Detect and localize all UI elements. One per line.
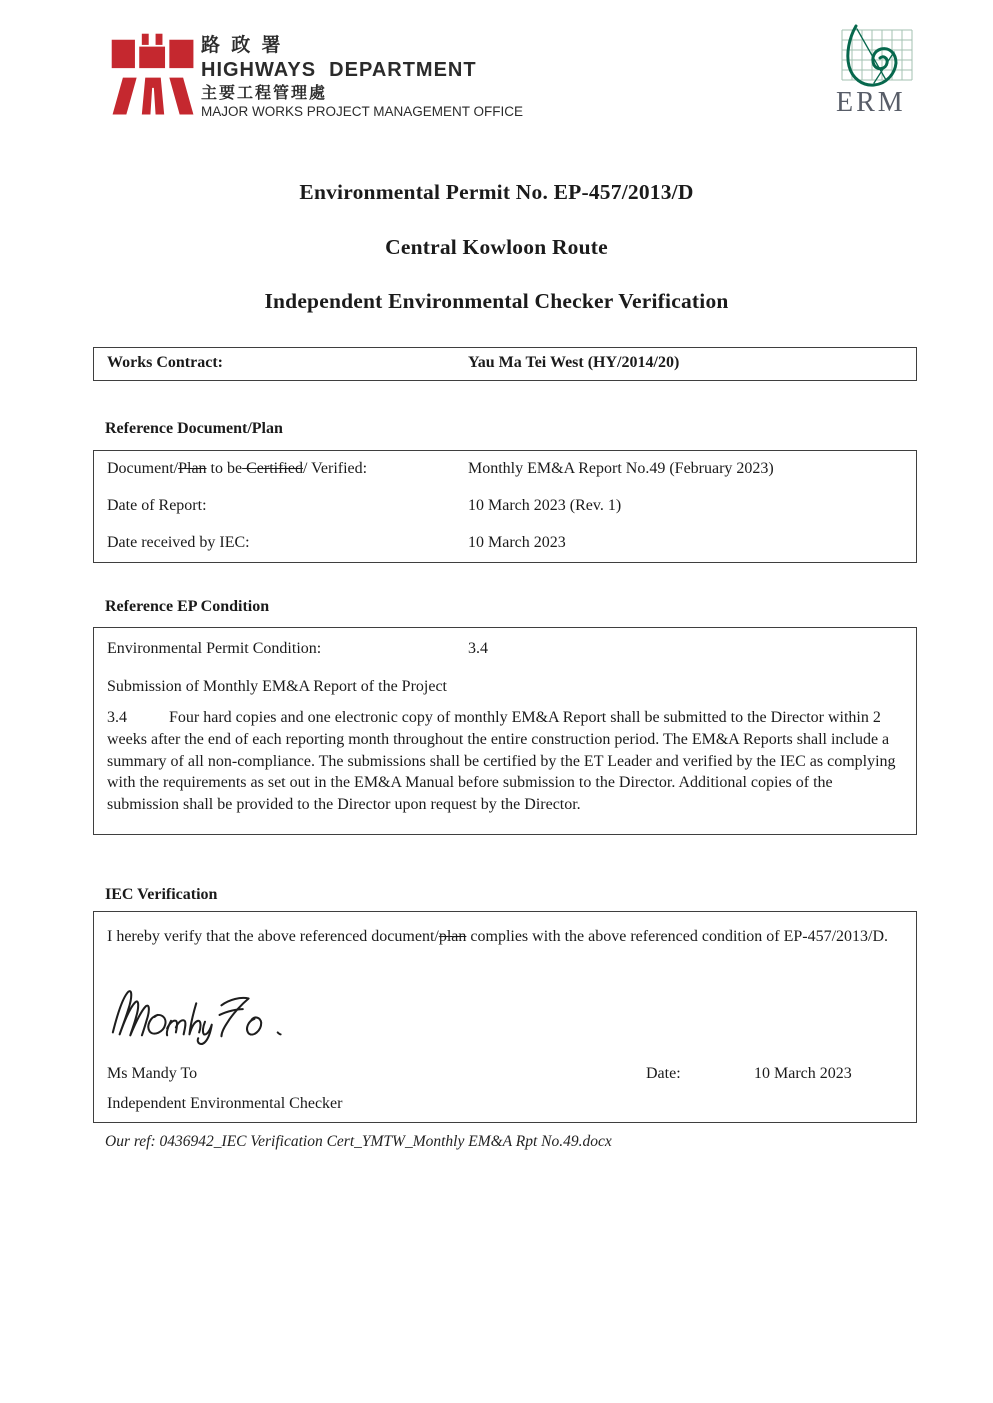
signatory-title: Independent Environmental Checker xyxy=(107,1095,343,1112)
statement-suffix: complies with the above referenced condition of EP-457/2013/D. xyxy=(466,928,889,945)
ep-condition-label: Environmental Permit Condition: xyxy=(107,640,322,657)
department-name-chinese: 路 政 署 xyxy=(201,35,284,56)
statement-struck-plan: plan xyxy=(438,928,467,945)
signature-image xyxy=(106,982,302,1046)
signature-date-value: 10 March 2023 xyxy=(754,1065,852,1082)
works-contract-box xyxy=(93,347,917,381)
reference-document-heading: Reference Document/Plan xyxy=(105,420,283,437)
doc-label-struck-certified: Certified xyxy=(242,460,303,477)
iec-verification-statement xyxy=(107,926,899,948)
title-document-type: Independent Environmental Checker Verification xyxy=(264,289,729,313)
doc-label-mid: to be xyxy=(206,460,243,477)
ep-condition-value: 3.4 xyxy=(468,640,488,657)
title-project-name: Central Kowloon Route xyxy=(385,235,608,259)
doc-label-prefix: Document/ xyxy=(107,460,179,477)
doc-label-suffix: / Verified: xyxy=(302,460,368,477)
ep-clause-text: Four hard copies and one electronic copy of monthly EM&A Report shall be submitted to the Director within 2 weeks after the end of each reporting month throughout the entire construction period. The EM&A Reports shall include a summary of all non-compliance. The submissions shall be certified by the ET Leader and verified by the IEC as complying with the requirements as set out in the EM&A Manual before submission to the Director. Additional copies of the submission shall be provided to the Director upon request by the Director. xyxy=(107,709,896,814)
date-received-value: 10 March 2023 xyxy=(468,534,566,551)
date-of-report-label: Date of Report: xyxy=(107,497,207,514)
iec-verification-heading: IEC Verification xyxy=(105,886,218,903)
document-to-be-verified-label xyxy=(107,460,367,478)
department-name-english: HIGHWAYS DEPARTMENT xyxy=(201,59,477,81)
iec-verification-box xyxy=(93,911,917,1123)
document-to-be-verified-value: Monthly EM&A Report No.49 (February 2023) xyxy=(468,460,774,477)
erm-logo xyxy=(834,24,924,120)
reference-document-box xyxy=(93,450,917,563)
erm-wordmark: ERM xyxy=(836,87,906,118)
title-permit-number: Environmental Permit No. EP-457/2013/D xyxy=(299,180,694,204)
department-name-block xyxy=(201,34,523,120)
highways-department-logo-icon xyxy=(110,33,196,117)
reference-ep-heading: Reference EP Condition xyxy=(105,598,270,615)
doc-label-struck-plan: Plan xyxy=(178,460,207,477)
statement-prefix: I hereby verify that the above referenced document/ xyxy=(107,928,439,945)
date-of-report-value: 10 March 2023 (Rev. 1) xyxy=(468,497,622,514)
erm-logo-icon xyxy=(834,24,918,94)
ep-clause-number: 3.4 xyxy=(107,709,127,726)
works-contract-value: Yau Ma Tei West (HY/2014/20) xyxy=(468,354,680,371)
ep-clause-paragraph xyxy=(107,707,905,816)
signatory-name: Ms Mandy To xyxy=(107,1065,198,1082)
works-contract-label: Works Contract: xyxy=(107,354,223,371)
our-ref-line: Our ref: 0436942_IEC Verification Cert_YMTW_Monthly EM&A Rpt No.49.docx xyxy=(105,1133,612,1150)
office-name-english: MAJOR WORKS PROJECT MANAGEMENT OFFICE xyxy=(201,104,524,119)
date-received-label: Date received by IEC: xyxy=(107,534,250,551)
reference-ep-box xyxy=(93,627,917,835)
signature-date-label: Date: xyxy=(646,1065,681,1082)
office-name-chinese: 主要工程管理處 xyxy=(201,85,328,102)
ep-condition-subtitle: Submission of Monthly EM&A Report of the Project xyxy=(107,678,447,695)
